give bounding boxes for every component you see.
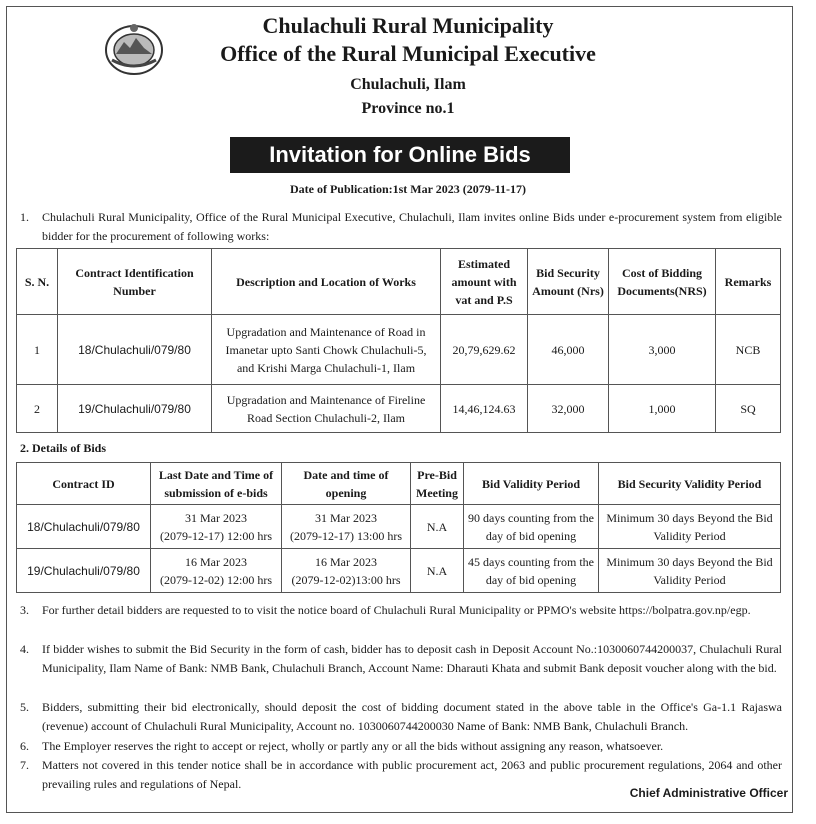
last-date: 31 Mar 2023 <box>185 510 247 525</box>
clause-number: 5. <box>20 700 29 714</box>
col-contract-id: Contract ID <box>17 463 151 505</box>
clause-text: Matters not covered in this tender notice shall be in accordance with public procurement act, 2063 and public procurement regulations, 2064 and other prevailing rules and regulations of Nepal. <box>42 758 782 791</box>
clause-number: 3. <box>20 603 29 617</box>
cell-security: 46,000 <box>528 315 609 385</box>
last-time: (2079-12-17) 12:00 hrs <box>160 528 272 543</box>
col-validity: Bid Validity Period <box>464 463 599 505</box>
cell-opening <box>282 505 411 549</box>
cell-contract-id: 18/Chulachuli/079/80 <box>58 315 212 385</box>
col-bid-security: Bid Security Amount (Nrs) <box>528 249 609 315</box>
col-remarks: Remarks <box>716 249 781 315</box>
cell-last-date <box>151 549 282 593</box>
cell-amount: 14,46,124.63 <box>441 385 528 433</box>
clause-number: 1. <box>20 210 29 224</box>
cell-remarks: SQ <box>716 385 781 433</box>
cell-contract-id: 19/Chulachuli/079/80 <box>17 549 151 593</box>
cell-contract-id: 19/Chulachuli/079/80 <box>58 385 212 433</box>
col-description: Description and Location of Works <box>212 249 441 315</box>
last-date: 16 Mar 2023 <box>185 554 247 569</box>
clause-5 <box>20 698 782 736</box>
details-heading: 2. Details of Bids <box>20 441 107 455</box>
clause-number: 4. <box>20 642 29 656</box>
table-row <box>17 549 781 593</box>
col-opening: Date and time of opening <box>282 463 411 505</box>
cell-contract-id: 18/Chulachuli/079/80 <box>17 505 151 549</box>
cell-amount: 20,79,629.62 <box>441 315 528 385</box>
table-row <box>17 505 781 549</box>
table-row <box>17 385 781 433</box>
office-name: Office of the Rural Municipal Executive <box>220 41 596 66</box>
works-table <box>16 248 781 433</box>
publication-date: Date of Publication:1st Mar 2023 (2079-11-17) <box>289 182 527 196</box>
cell-security-validity: Minimum 30 days Beyond the Bid Validity Period <box>599 549 781 593</box>
cell-description: Upgradation and Maintenance of Road in Imanetar upto Santi Chowk Chulachuli-5, and Krishi Marga Chulachuli-1, Ilam <box>212 315 441 385</box>
cell-prebid: N.A <box>411 549 464 593</box>
letterhead <box>0 12 816 120</box>
col-cost-of-documents: Cost of Bidding Documents(NRS) <box>609 249 716 315</box>
cell-sn: 2 <box>17 385 58 433</box>
clause-text: Chulachuli Rural Municipality, Office of the Rural Municipal Executive, Chulachuli, Ilam invites online Bids under e-procurement system from eligible bidder for the procurement of following works: <box>42 210 782 243</box>
cell-sn: 1 <box>17 315 58 385</box>
open-time: (2079-12-02)13:00 hrs <box>291 572 401 587</box>
cell-validity: 90 days counting from the day of bid opening <box>464 505 599 549</box>
clause-text: If bidder wishes to submit the Bid Security in the form of cash, bidder has to deposit cash in Deposit Account No.:1030060744200037, Chulachuli Rural Municipality, Ilam Name of Bank: NMB Bank, Chulachuli Branch, Account Name: Dharauti Khata and submit Bank deposit voucher along with the bid. <box>42 642 782 675</box>
col-last-date: Last Date and Time of submission of e-bids <box>151 463 282 505</box>
bids-table-header <box>17 463 781 505</box>
cell-validity: 45 days counting from the day of bid opening <box>464 549 599 593</box>
cell-opening <box>282 549 411 593</box>
cell-cost: 3,000 <box>609 315 716 385</box>
bids-table <box>16 462 781 593</box>
clause-text: The Employer reserves the right to accept or reject, wholly or partly any or all the bids without assigning any reason, whatsoever. <box>42 739 664 753</box>
clause-text: Bidders, submitting their bid electronically, should deposit the cost of bidding document stated in the above table in the Office's Ga-1.1 Rajaswa (revenue) account of Chulachuli Rural Municipality, Account no. 1030060744200030 Name of Bank: NMB Bank, Chulachuli Branch. <box>42 700 782 733</box>
table-row <box>17 315 781 385</box>
clause-text: For further detail bidders are requested to to visit the notice board of Chulachuli Rural Municipality or PPMO's website https://bolpatra.gov.np/egp. <box>42 603 751 617</box>
clause-number: 7. <box>20 758 29 772</box>
last-time: (2079-12-02) 12:00 hrs <box>160 572 272 587</box>
col-prebid: Pre-Bid Meeting <box>411 463 464 505</box>
col-security-validity: Bid Security Validity Period <box>599 463 781 505</box>
col-contract-id: Contract Identification Number <box>58 249 212 315</box>
office-location: Chulachuli, Ilam <box>350 76 466 93</box>
open-time: (2079-12-17) 13:00 hrs <box>290 528 402 543</box>
clause-number: 6. <box>20 739 29 753</box>
cell-prebid: N.A <box>411 505 464 549</box>
clause-1 <box>20 208 782 246</box>
open-date: 16 Mar 2023 <box>315 554 377 569</box>
cell-last-date <box>151 505 282 549</box>
province: Province no.1 <box>361 100 455 117</box>
col-estimated-amount: Estimated amount with vat and P.S <box>441 249 528 315</box>
clause-4 <box>20 640 782 678</box>
notice-title-banner: Invitation for Online Bids <box>230 137 570 173</box>
col-sn: S. N. <box>17 249 58 315</box>
open-date: 31 Mar 2023 <box>315 510 377 525</box>
signatory: Chief Administrative Officer <box>629 786 788 800</box>
municipality-name: Chulachuli Rural Municipality <box>262 13 554 38</box>
cell-remarks: NCB <box>716 315 781 385</box>
clause-6 <box>20 737 782 756</box>
cell-cost: 1,000 <box>609 385 716 433</box>
works-table-header <box>17 249 781 315</box>
cell-security: 32,000 <box>528 385 609 433</box>
clause-3 <box>20 601 782 620</box>
cell-security-validity: Minimum 30 days Beyond the Bid Validity Period <box>599 505 781 549</box>
cell-description: Upgradation and Maintenance of Fireline Road Section Chulachuli-2, Ilam <box>212 385 441 433</box>
